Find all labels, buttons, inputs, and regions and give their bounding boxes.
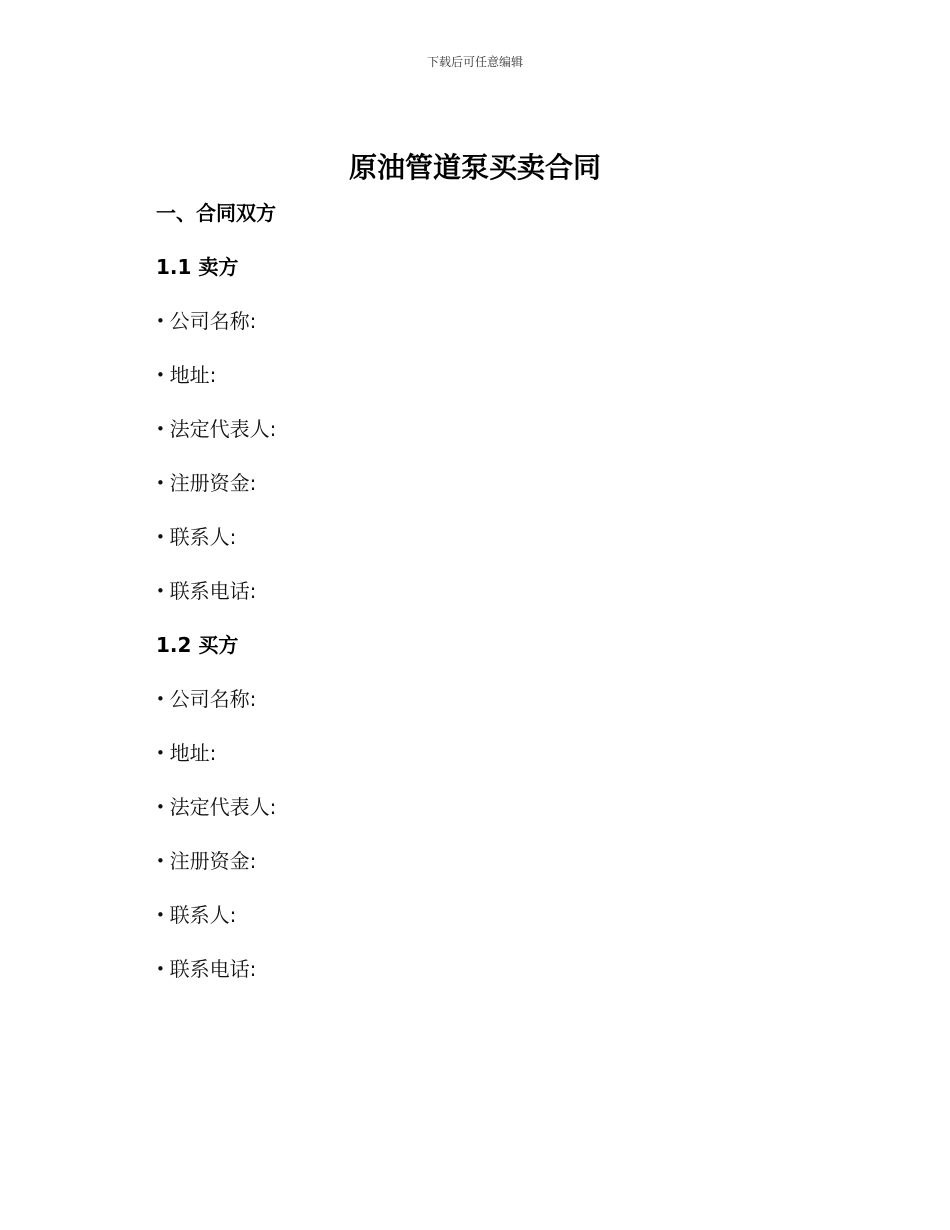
buyer-address-field: [156, 740, 216, 768]
seller-company-name-label: • 公司名称:: [156, 309, 256, 333]
buyer-contact-label: • 联系人:: [156, 903, 236, 927]
buyer-contact-field: [156, 902, 236, 930]
buyer-legal-rep-label: • 法定代表人:: [156, 795, 276, 819]
seller-legal-rep-label: • 法定代表人:: [156, 417, 276, 441]
buyer-company-name-label: • 公司名称:: [156, 687, 256, 711]
buyer-legal-rep-field: [156, 794, 276, 822]
seller-heading: 1.1 卖方: [156, 255, 239, 279]
buyer-reg-capital-field: [156, 848, 256, 876]
seller-reg-capital-label: • 注册资金:: [156, 471, 256, 495]
seller-legal-rep-field: [156, 416, 276, 444]
buyer-phone-field: [156, 956, 256, 984]
buyer-reg-capital-label: • 注册资金:: [156, 849, 256, 873]
seller-contact-field: [156, 524, 236, 552]
seller-contact-label: • 联系人:: [156, 525, 236, 549]
buyer-company-name-field: [156, 686, 256, 714]
section-heading-parties: 一、合同双方: [156, 201, 276, 225]
seller-address-label: • 地址:: [156, 363, 216, 387]
seller-address-field: [156, 362, 216, 390]
seller-reg-capital-field: [156, 470, 256, 498]
seller-phone-field: [156, 578, 256, 606]
buyer-phone-label: • 联系电话:: [156, 957, 256, 981]
document-title: 原油管道泵买卖合同: [348, 151, 601, 184]
buyer-address-label: • 地址:: [156, 741, 216, 765]
seller-company-name-field: [156, 308, 256, 336]
buyer-heading: 1.2 买方: [156, 633, 239, 657]
header-note: 下载后可任意编辑: [426, 55, 523, 69]
seller-phone-label: • 联系电话:: [156, 579, 256, 603]
